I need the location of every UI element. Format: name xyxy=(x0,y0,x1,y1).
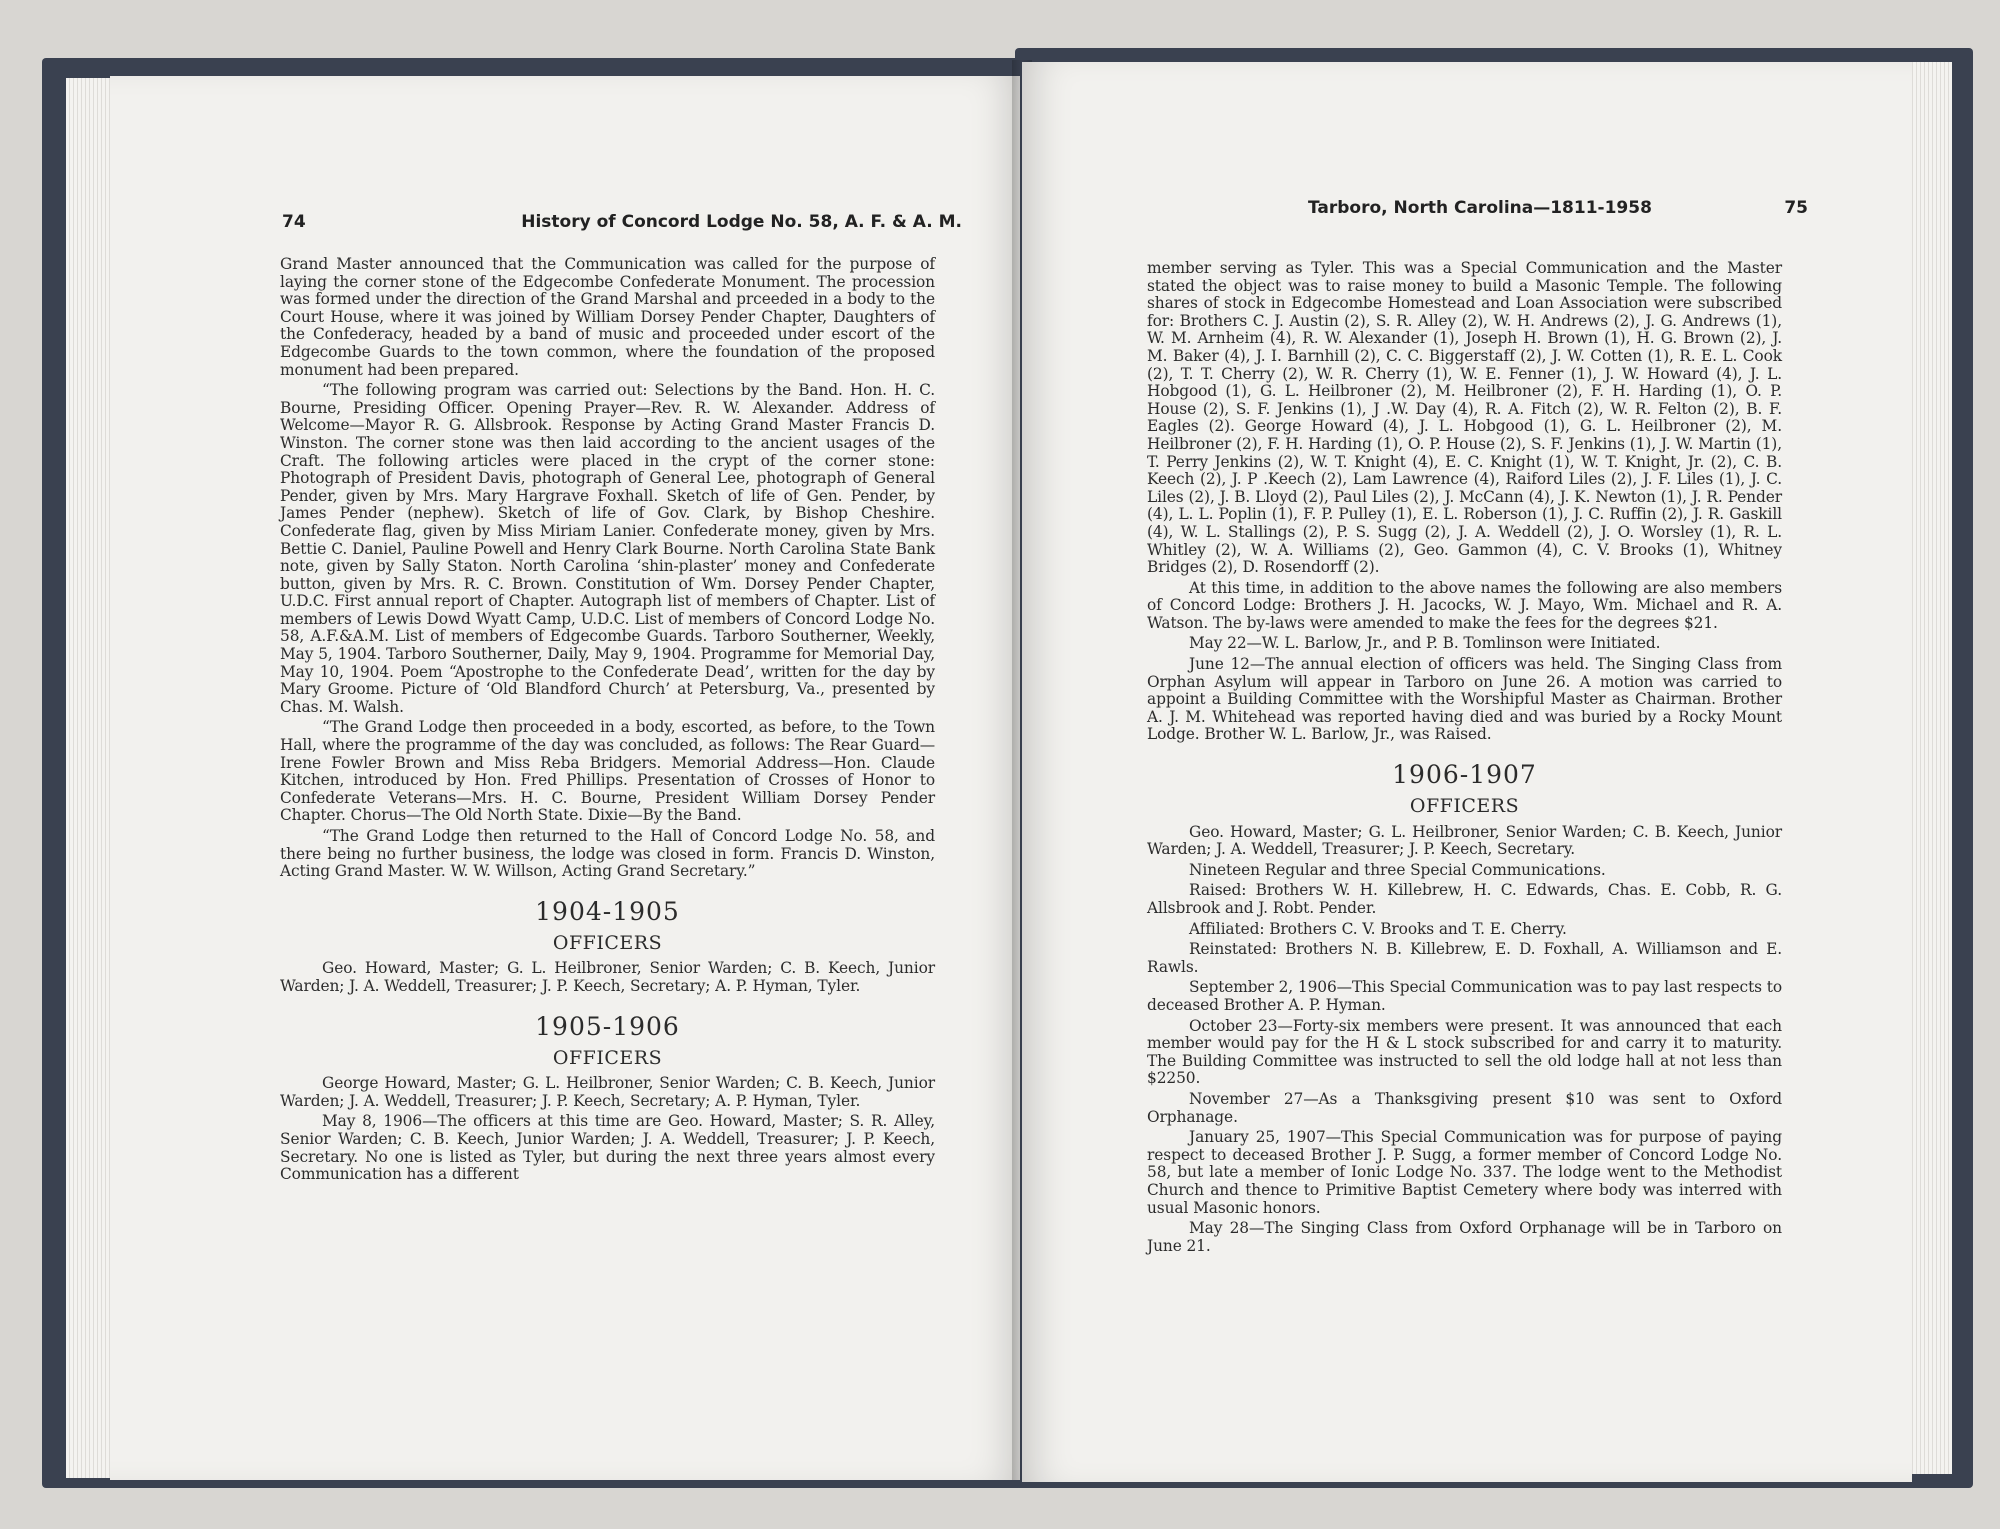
right-paragraph: member serving as Tyler. This was a Special Communication and the Master stated the object was to raise money to build a Masonic Temple. The following shares of stock in Edgecombe Homestead and Loan Association were subscribed for: Brothers C. J. Austin (2), S. R. Alley (2), W. H. Andrews (2), J. G. Andrews (1), W. M. Arnheim (4), R. W. Alexander (1), Joseph H. Brown (1), H. G. Brown (2), J. M. Baker (4), J. I. Barnhill (2), C. C. Biggerstaff (2), J. W. Cotten (1), R. E. L. Cook (2), T. T. Cherry (2), W. R. Cherry (1), W. E. Fenner (1), J. W. Howard (4), J. L. Hobgood (1), G. L. Heilbroner (2), M. Heilbroner (2), F. H. Harding (1), O. P. House (2), S. F. Jenkins (1), J .W. Day (4), R. A. Fitch (2), W. R. Felton (2), B. F. Eagles (2). George Howard (4), J. L. Hobgood (1), G. L. Heilbroner (2), M. Heilbroner (2), F. H. Harding (1), O. P. House (2), S. F. Jenkins (1), J. W. Martin (1), T. Perry Jenkins (2), W. T. Knight (4), E. C. Knight (1), W. T. Knight, Jr. (2), C. B. Keech (2), J. P .Keech (2), Lam Lawrence (4), Raiford Liles (2), J. F. Liles (1), J. C. Liles (2), J. B. Lloyd (2), Paul Liles (2), J. McCann (4), J. K. Newton (1), J. R. Pender (4), L. L. Poplin (1), F. P. Pulley (1), E. L. Roberson (1), J. C. Ruffin (2), J. R. Gaskill (4), W. L. Stallings (2), P. S. Sugg (2), J. A. Weddell (2), J. O. Worsley (1), R. L. Whitley (2), W. A. Williams (2), Geo. Gammon (4), C. V. Brooks (1), Whitney Bridges (2), D. Rosendorff (2). xyxy=(1147,259,1782,577)
left-paragraph: May 8, 1906—The officers at this time are Geo. Howard, Master; S. R. Alley, Senior Warden; C. B. Keech, Junior Warden; J. A. Weddell, Treasurer; J. P. Keech, Secretary. No one is listed as Tyler, but during the next three years almost every Communication has a different xyxy=(280,1112,935,1184)
left-running-title: History of Concord Lodge No. 58, A. F. & A. M. xyxy=(521,212,962,232)
right-paragraph: Affiliated: Brothers C. V. Brooks and T. E. Cherry. xyxy=(1189,919,1567,938)
year-heading-1904: 1904-1905 xyxy=(535,896,680,926)
left-page xyxy=(110,76,1020,1480)
officers-heading-1904: OFFICERS xyxy=(552,931,663,954)
right-paragraph: May 28—The Singing Class from Oxford Orphanage will be in Tarboro on June 21. xyxy=(1147,1219,1782,1255)
officers-heading-1905: OFFICERS xyxy=(552,1046,663,1069)
right-running-title: Tarboro, North Carolina—1811-1958 xyxy=(1308,198,1652,218)
left-paragraph: George Howard, Master; G. L. Heilbroner, Senior Warden; C. B. Keech, Junior Warden; J. A. Weddell, Treasurer; J. P. Keech, Secretary; A. P. Hyman, Tyler. xyxy=(280,1074,935,1110)
year-heading-1906: 1906-1907 xyxy=(1392,760,1537,790)
right-paragraph: May 22—W. L. Barlow, Jr., and P. B. Tomlinson were Initiated. xyxy=(1189,634,1661,653)
left-paragraph: Grand Master announced that the Communication was called for the purpose of laying the corner stone of the Edgecombe Confederate Monument. The procession was formed under the direction of the Grand Marshal and prceeded in a body to the Court House, where it was joined by William Dorsey Pender Chapter, Daughters of the Confederacy, headed by a band of music and proceeded under escort of the Edgecombe Guards to the town common, where the foundation of the proposed monument had been prepared. xyxy=(280,255,935,379)
left-page-number: 74 xyxy=(282,212,306,232)
right-running-head xyxy=(1308,198,1808,218)
left-paragraph: “The Grand Lodge then returned to the Hall of Concord Lodge No. 58, and there being no further business, the lodge was closed in form. Francis D. Winston, Acting Grand Master. W. W. Willson, Acting Grand Secretary.” xyxy=(280,827,935,881)
right-body-text xyxy=(1147,260,1782,1258)
right-page-number: 75 xyxy=(1784,198,1808,218)
right-paragraph: Reinstated: Brothers N. B. Killebrew, E. D. Foxhall, A. Williamson and E. Rawls. xyxy=(1147,940,1782,976)
right-paragraph: Raised: Brothers W. H. Killebrew, H. C. Edwards, Chas. E. Cobb, R. G. Allsbrook and J. Robt. Pender. xyxy=(1147,881,1782,917)
right-page xyxy=(1022,62,1912,1482)
right-paragraph: November 27—As a Thanksgiving present $10 was sent to Oxford Orphanage. xyxy=(1147,1089,1782,1126)
right-paragraph: January 25, 1907—This Special Communication was for purpose of paying respect to deceased Brother J. P. Sugg, a former member of Concord Lodge No. 58, but late a member of Ionic Lodge No. 337. The lodge went to the Methodist Church and thence to Primitive Baptist Cemetery where body was interred with usual Masonic honors. xyxy=(1147,1128,1782,1217)
left-paragraph: “The Grand Lodge then proceeded in a body, escorted, as before, to the Town Hall, where the programme of the day was concluded, as follows: The Rear Guard—Irene Fowler Brown and Miss Reba Bridgers. Memorial Address—Hon. Claude Kitchen, introduced by Hon. Fred Phillips. Presentation of Crosses of Honor to Confederate Veterans—Mrs. H. C. Bourne, President William Dorsey Pender Chapter. Chorus—The Old North State. Dixie—By the Band. xyxy=(280,718,935,825)
officers-heading-1906: OFFICERS xyxy=(1409,795,1520,818)
right-paragraph: June 12—The annual election of officers was held. The Singing Class from Orphan Asylum will appear in Tarboro on June 26. A motion was carried to appoint a Building Committee with the Worshipful Master as Chairman. Brother A. J. M. Whitehead was reported having died and was buried by a Rocky Mount Lodge. Brother W. L. Barlow, Jr., was Raised. xyxy=(1147,655,1782,744)
right-paragraph: October 23—Forty-six members were present. It was announced that each member would pay for the H & L stock subscribed for and carry it to maturity. The Building Committee was instructed to sell the old lodge hall at not less than $2250. xyxy=(1147,1016,1782,1088)
year-heading-1905: 1905-1906 xyxy=(535,1011,680,1041)
left-paragraph: Geo. Howard, Master; G. L. Heilbroner, Senior Warden; C. B. Keech, Junior Warden; J. A. Weddell, Treasurer; J. P. Keech, Secretary; A. P. Hyman, Tyler. xyxy=(280,959,935,995)
right-paragraph: Geo. Howard, Master; G. L. Heilbroner, Senior Warden; C. B. Keech, Junior Warden; J. A. Weddell, Treasurer; J. P. Keech, Secretary. xyxy=(1147,822,1782,859)
left-body-text xyxy=(280,256,935,1187)
right-paragraph: September 2, 1906—This Special Communication was to pay last respects to deceased Brother A. P. Hyman. xyxy=(1147,978,1782,1014)
right-paragraph: Nineteen Regular and three Special Communications. xyxy=(1189,860,1606,879)
left-paragraph: “The following program was carried out: Selections by the Band. Hon. H. C. Bourne, Presiding Officer. Opening Prayer—Rev. R. W. Alexander. Address of Welcome—Mayor R. G. Allsbrook. Response by Acting Grand Master Francis D. Winston. The corner stone was then laid according to the ancient usages of the Craft. The following articles were placed in the crypt of the corner stone: Photograph of President Davis, photograph of General Lee, photograph of General Pender, given by Mrs. Mary Hargrave Foxhall. Sketch of life of Gen. Pender, by James Pender (nephew). Sketch of life of Gov. Clark, by Bishop Cheshire. Confederate flag, given by Miss Miriam Lanier. Confederate money, given by Mrs. Bettie C. Daniel, Pauline Powell and Henry Clark Bourne. North Carolina State Bank note, given by Sally Staton. North Carolina ‘shin-plaster’ money and Confederate button, given by Mrs. R. C. Brown. Constitution of Wm. Dorsey Pender Chapter, U.D.C. First annual report of Chapter. Autograph list of members of Chapter. List of members of Lewis Dowd Wyatt Camp, U.D.C. List of members of Concord Lodge No. 58, A.F.&A.M. List of members of Edgecombe Guards. Tarboro Southerner, Weekly, May 5, 1904. Tarboro Southerner, Daily, May 9, 1904. Programme for Memorial Day, May 10, 1904. Poem “Apostrophe to the Confederate Dead’, written for the day by Mary Groome. Picture of ‘Old Blandford Church’ at Petersburg, Va., presented by Chas. M. Walsh. xyxy=(280,381,935,716)
left-running-head xyxy=(282,212,962,232)
right-paragraph: At this time, in addition to the above names the following are also members of Concord Lodge: Brothers J. H. Jacocks, W. J. Mayo, Wm. Michael and R. A. Watson. The by-laws were amended to make the fees for the degrees $21. xyxy=(1147,578,1782,632)
